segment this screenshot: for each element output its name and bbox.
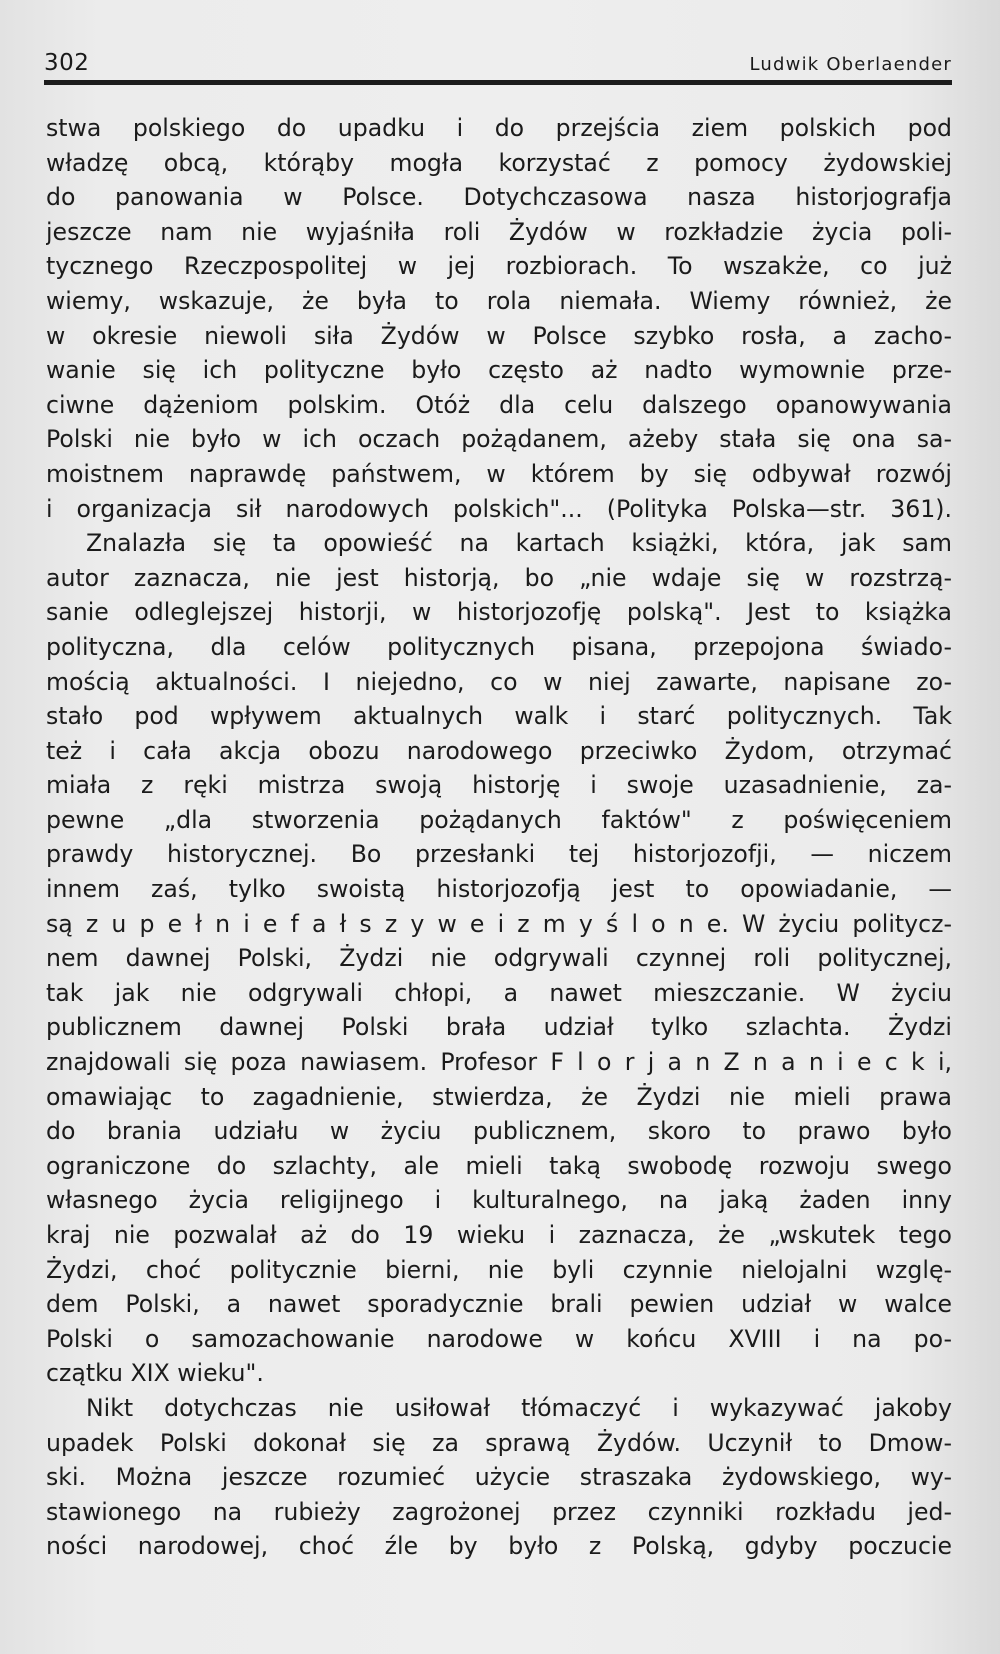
text-line: mością aktualności. I niejedno, co w niej zawarte, napisane zo- xyxy=(46,667,952,696)
text-line: omawiając to zagadnienie, stwierdza, że Żydzi nie mieli prawa xyxy=(46,1082,952,1111)
text-line: w okresie niewoli siła Żydów w Polsce szybko rosła, a zacho- xyxy=(46,321,952,350)
text-line: innem zaś, tylko swoistą historjozofją jest to opowiadanie, — xyxy=(46,875,952,904)
text-line: Polski o samozachowanie narodowe w końcu XVIII i na po- xyxy=(46,1324,952,1353)
text-line: autor zaznacza, nie jest historją, bo „nie wdaje się w rozstrzą- xyxy=(46,563,952,592)
text-line: i organizacja sił narodowych polskich"... (Polityka Polska—str. 361). xyxy=(46,494,952,523)
page-header xyxy=(44,50,952,80)
text-line: miała z ręki mistrza swoją historję i swoje uzasadnienie, za- xyxy=(46,771,952,800)
text-line: Polski nie było w ich oczach pożądanem, ażeby stała się ona sa- xyxy=(46,425,952,454)
text-line: stało pod wpływem aktualnych walk i starć politycznych. Tak xyxy=(46,702,952,731)
header-rule xyxy=(44,80,952,85)
text-line: też i cała akcja obozu narodowego przeciwko Żydom, otrzymać xyxy=(46,736,952,765)
text-line: własnego życia religijnego i kulturalnego, na jaką żaden inny xyxy=(46,1186,952,1215)
page-number: 302 xyxy=(44,50,90,76)
text-line: ski. Można jeszcze rozumieć użycie straszaka żydowskiego, wy- xyxy=(46,1463,952,1492)
text-line: wiemy, wskazuje, że była to rola niemała. Wiemy również, że xyxy=(46,286,952,315)
text-line: do brania udziału w życiu publicznem, skoro to prawo było xyxy=(46,1117,952,1146)
text-line: nem dawnej Polski, Żydzi nie odgrywali czynnej roli politycznej, xyxy=(46,944,952,973)
text-line: tak jak nie odgrywali chłopi, a nawet mieszczanie. W życiu xyxy=(46,978,952,1007)
text-line: kraj nie pozwalał aż do 19 wieku i zaznacza, że „wskutek tego xyxy=(46,1221,952,1249)
text-line: dem Polski, a nawet sporadycznie brali pewien udział w walce xyxy=(46,1290,952,1319)
text-line: sanie odleglejszej historji, w historjozofję polską". Jest to książka xyxy=(46,598,952,627)
text-line: publicznem dawnej Polski brała udział tylko szlachta. Żydzi xyxy=(46,1013,952,1042)
text-line: upadek Polski dokonał się za sprawą Żydów. Uczynił to Dmow- xyxy=(46,1428,952,1457)
text-line: są z u p e ł n i e f a ł s z y w e i z m y ś l o n e. W życiu politycz- xyxy=(46,909,952,938)
text-line: Znalazła się ta opowieść na kartach książki, która, jak sam xyxy=(86,529,952,558)
text-line: stawionego na rubieży zagrożonej przez czynniki rozkładu jed- xyxy=(46,1497,952,1526)
text-line: czątku XIX wieku". xyxy=(46,1359,264,1388)
text-line: ności narodowej, choć źle by było z Polską, gdyby poczucie xyxy=(46,1532,952,1561)
text-line: Żydzi, choć politycznie bierni, nie byli czynnie nielojalni wzglę- xyxy=(46,1255,952,1284)
text-line: stwa polskiego do upadku i do przejścia ziem polskich pod xyxy=(46,114,952,142)
text-line: Nikt dotychczas nie usiłował tłómaczyć i wykazywać jakoby xyxy=(86,1393,952,1422)
text-line: polityczna, dla celów politycznych pisana, przepojona świado- xyxy=(46,632,952,661)
text-line: władzę obcą, którąby mogła korzystać z pomocy żydowskiej xyxy=(46,148,952,177)
text-line: pewne „dla stworzenia pożądanych faktów" z poświęceniem xyxy=(46,805,952,834)
text-line: znajdowali się poza nawiasem. Profesor F l o r j a n Z n a n i e c k i, xyxy=(46,1048,952,1077)
text-line: tycznego Rzeczpospolitej w jej rozbiorach. To wszakże, co już xyxy=(46,252,952,281)
running-head: Ludwik Oberlaender xyxy=(749,54,952,75)
text-line: moistnem naprawdę państwem, w którem by się odbywał rozwój xyxy=(46,459,952,488)
text-line: ciwne dążeniom polskim. Otóż dla celu dalszego opanowywania xyxy=(46,390,952,419)
text-line: jeszcze nam nie wyjaśniła roli Żydów w rozkładzie życia poli- xyxy=(46,217,952,246)
text-line: prawdy historycznej. Bo przesłanki tej historjozofji, — niczem xyxy=(46,840,952,869)
text-line: do panowania w Polsce. Dotychczasowa nasza historjografja xyxy=(46,183,952,212)
text-line: wanie się ich polityczne było często aż nadto wymownie prze- xyxy=(46,356,952,385)
body-text xyxy=(46,111,952,1564)
text-line: ograniczone do szlachty, ale mieli taką swobodę rozwoju swego xyxy=(46,1151,952,1180)
